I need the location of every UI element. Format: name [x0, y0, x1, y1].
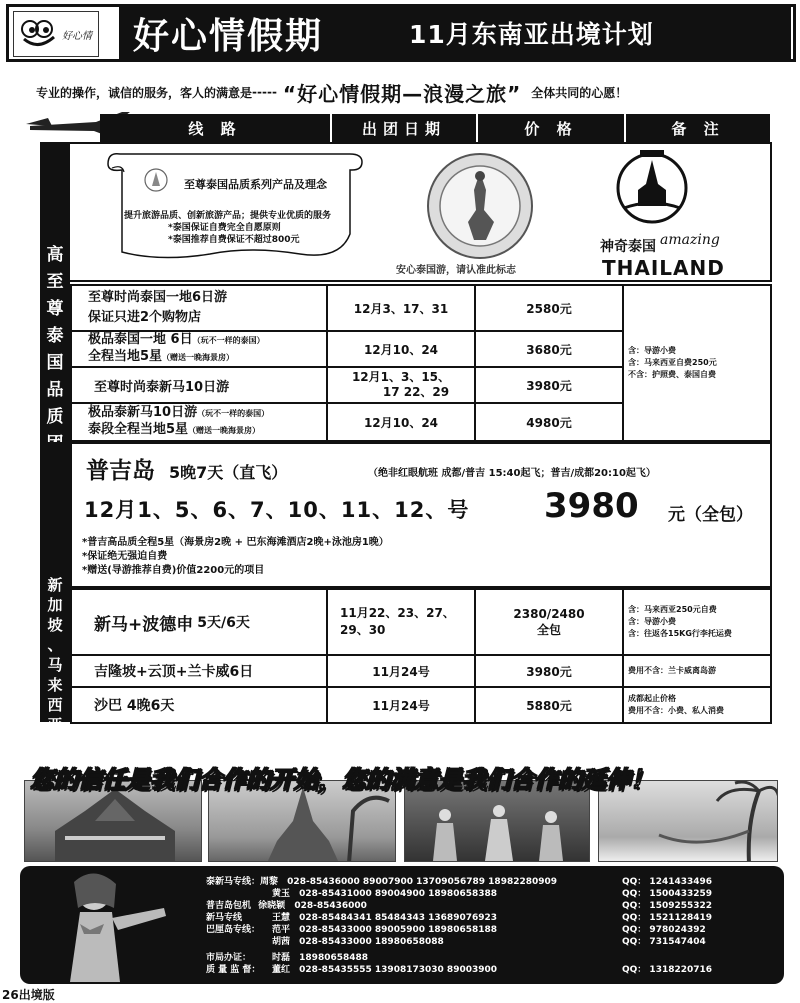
- route-line: 全程当地5星: [88, 349, 163, 364]
- side-label-sm: [40, 576, 70, 734]
- thai-row-2-route: 至尊时尚泰新马10日游: [70, 366, 328, 404]
- contact-row-1: 黄玉 028-85431000 89004900 18980658388: [272, 889, 498, 899]
- banner-slogan: 您的信任是我们合作的开始，您的满意是我们合作的延伸！: [30, 766, 654, 794]
- sm-row-0-notes: [622, 588, 772, 656]
- slogan-left: 专业的操作，诚信的服务，客人的满意是: [36, 85, 253, 100]
- seal-caption: 安心泰国游，请认准此标志: [396, 265, 516, 276]
- side-bar-phuket-bg: [40, 442, 70, 588]
- plan-title: 11月东南亚出境计划: [409, 20, 654, 49]
- side-char: 国: [46, 353, 64, 373]
- table-header: [100, 114, 770, 142]
- sm-row-1-route: 吉隆坡+云顶+兰卡威6日: [70, 654, 328, 688]
- tat-thailand: THAILAND: [602, 256, 725, 280]
- price-line: 全包: [536, 623, 561, 637]
- phuket-notes: [82, 536, 389, 578]
- note-line: 含：导游小费: [628, 346, 676, 355]
- side-char: 加: [47, 596, 63, 614]
- smiley-logo-icon: [20, 19, 60, 49]
- contact-qq-4: QQ： 978024392: [622, 925, 706, 935]
- thai-row-1-price: 3680元: [474, 330, 624, 368]
- model-figure-icon: [34, 868, 184, 982]
- side-char: 、: [47, 636, 63, 654]
- tat-logo-icon: [614, 150, 690, 232]
- sm-row-2-dates: 11月24号: [326, 686, 476, 724]
- brand-title: 好心情假期: [133, 15, 324, 57]
- tat-name-cn: 神奇泰国: [600, 239, 656, 255]
- sm-row-2-route: 沙巴 4晚6天: [70, 686, 328, 724]
- thai-row-3-price: 4980元: [474, 402, 624, 442]
- thai-row-3-dates: 12月10、24: [326, 402, 476, 442]
- sm-row-0-dates: [326, 588, 476, 656]
- thai-row-0-price: 2580元: [474, 284, 624, 332]
- sm-row-2-notes: [622, 686, 772, 724]
- sm-row-0-price: [474, 588, 624, 656]
- side-char: 质: [46, 407, 64, 427]
- scroll-line-2: *泰国保证自费完全自愿原则: [168, 223, 281, 233]
- sm-row-1-notes: [622, 654, 772, 688]
- scroll-line-1: 提升旅游品质、创新旅游产品；提供专业优质的服务: [124, 211, 332, 221]
- phuket-price: 3980: [544, 486, 639, 526]
- scroll-banner-icon: [100, 150, 368, 262]
- route-suffix: 5天/6天: [197, 615, 250, 631]
- note-line: *保证绝无强迫自费: [82, 551, 168, 562]
- side-label-thai: [40, 246, 70, 454]
- logo-text: 好心情: [62, 30, 92, 42]
- route-line: 新马+波德申: [94, 614, 194, 635]
- side-char: 西: [47, 696, 63, 714]
- contact-row-3: 新马专线 王慧 028-85484341 85484343 13689076923: [206, 913, 498, 923]
- footer-page-label: 26出境版: [2, 988, 55, 1002]
- note-line: 不含：护照费、泰国自费: [628, 370, 716, 379]
- date-line: 29、30: [340, 623, 386, 637]
- route-line: 极品泰国一地 6日: [88, 332, 193, 347]
- contact-row-6: 市局办证： 时磊 18980658488: [206, 953, 369, 963]
- phuket-name: 普吉岛: [86, 458, 155, 484]
- sm-row-0-route: [70, 588, 328, 656]
- side-char: 亚: [47, 716, 63, 734]
- phuket-dates: 12月1、5、6、7、10、11、12、号: [84, 498, 470, 522]
- phuket-duration: 5晚7天（直飞）: [169, 463, 288, 482]
- contact-qq-0: QQ： 1241433496: [622, 877, 713, 887]
- sm-row-1-price: 3980元: [474, 654, 624, 688]
- title-bar: [119, 7, 791, 59]
- date-line: 11月22、23、27、: [340, 606, 455, 620]
- note-line: 含：往返各15KG行李托运费: [628, 629, 732, 638]
- slogan-right: 全体共同的心愿！: [531, 85, 628, 100]
- contact-qq-3: QQ： 1521128419: [622, 913, 713, 923]
- contact-row-5: 胡茜 028-85433000 18980658088: [272, 937, 444, 947]
- side-char: 至: [46, 272, 64, 292]
- slogan-dashes: -----: [252, 85, 277, 99]
- thai-row-0-route: [70, 284, 328, 332]
- note-line: 含：导游小费: [628, 617, 676, 626]
- note-line: 费用不含：小费、私人消费: [628, 706, 724, 715]
- route-line: 至尊时尚泰国一地6日游: [88, 290, 228, 305]
- route-line: 保证只进2个购物店: [88, 310, 202, 325]
- header: [6, 4, 796, 62]
- contact-qq-1: QQ： 1500433259: [622, 889, 713, 899]
- col-route: 线 路: [188, 119, 242, 138]
- side-char: 来: [47, 676, 63, 694]
- slogan-main: “好心情假期—浪漫之旅”: [282, 81, 522, 106]
- scroll-line-3: *泰国推荐自费保证不超过800元: [168, 235, 300, 245]
- logo: [13, 11, 99, 57]
- side-char: 泰: [46, 326, 64, 346]
- route-note: （赠送一晚海景房）: [188, 426, 261, 435]
- contact-row-0: 泰新马专线：周黎 028-85436000 89007900 13709056789 18982280909: [206, 877, 558, 887]
- col-dates: 出团日期: [330, 114, 476, 142]
- note-line: 含：马来西亚自费250元: [628, 358, 717, 367]
- thai-row-2-price: 3980元: [474, 366, 624, 404]
- note-line: 费用不含：兰卡威离岛游: [628, 666, 716, 675]
- note-line: *赠送(导游推荐自费)价值2200元的项目: [82, 565, 265, 576]
- thai-row-3-route: [70, 402, 328, 442]
- contact-panel: [20, 866, 784, 984]
- thai-row-0-dates: 12月3、17、31: [326, 284, 476, 332]
- note-line: 成都起止价格: [628, 694, 676, 703]
- note-line: *普吉高品质全程5星（海景房2晚 + 巴东海滩酒店2晚+泳池房1晚）: [82, 537, 389, 548]
- route-line: 泰段全程当地5星: [88, 422, 189, 437]
- thai-row-1-route: [70, 330, 328, 368]
- side-char: 坡: [47, 616, 63, 634]
- side-char: 高: [46, 245, 64, 265]
- col-notes: 备 注: [624, 114, 770, 142]
- scroll-title: 至尊泰国品质系列产品及理念: [184, 178, 327, 191]
- date-line: 12月1、3、15、: [351, 370, 451, 384]
- contact-row-4: 巴厘岛专线： 范平 028-85433000 89005900 18980658188: [206, 925, 498, 935]
- tat-amazing: amazing: [660, 232, 720, 248]
- side-char: 新: [47, 576, 63, 594]
- contact-qq-5: QQ： 731547404: [622, 937, 706, 947]
- phuket-title: [86, 452, 287, 485]
- thai-row-2-dates: [326, 366, 476, 404]
- date-line: 17 22、29: [382, 385, 450, 399]
- side-char: 尊: [46, 299, 64, 319]
- side-char: 马: [47, 656, 63, 674]
- thai-notes: [622, 284, 772, 442]
- sm-row-1-dates: 11月24号: [326, 654, 476, 688]
- thai-quality-seal-icon: [424, 150, 536, 262]
- thai-row-1-dates: 12月10、24: [326, 330, 476, 368]
- contact-row-2: 普吉岛包机 徐晓颖 028-85436000: [206, 901, 367, 911]
- col-price: 价 格: [476, 114, 624, 142]
- route-note: （玩不一样的泰国）: [192, 336, 265, 345]
- slogan: [36, 78, 776, 106]
- contact-qq-2: QQ： 1509255322: [622, 901, 713, 911]
- price-line: 2380/2480: [513, 607, 585, 621]
- side-char: 品: [46, 380, 64, 400]
- phuket-price-unit: 元（全包）: [668, 505, 753, 525]
- route-line: 极品泰新马10日游: [88, 405, 198, 420]
- contact-qq-7: QQ： 1318220716: [622, 965, 713, 975]
- route-note: （赠送一晚海景房）: [162, 353, 235, 362]
- phuket-flight: （绝非红眼航班 成都/普吉 15:40起飞；普吉/成都20:10起飞）: [368, 468, 656, 479]
- route-note: （玩不一样的泰国）: [197, 409, 270, 418]
- sm-row-2-price: 5880元: [474, 686, 624, 724]
- note-line: 含：马来西亚250元自费: [628, 605, 717, 614]
- contact-row-7: 质 量 监 督： 董红 028-85435555 13908173030 89003900: [206, 965, 498, 975]
